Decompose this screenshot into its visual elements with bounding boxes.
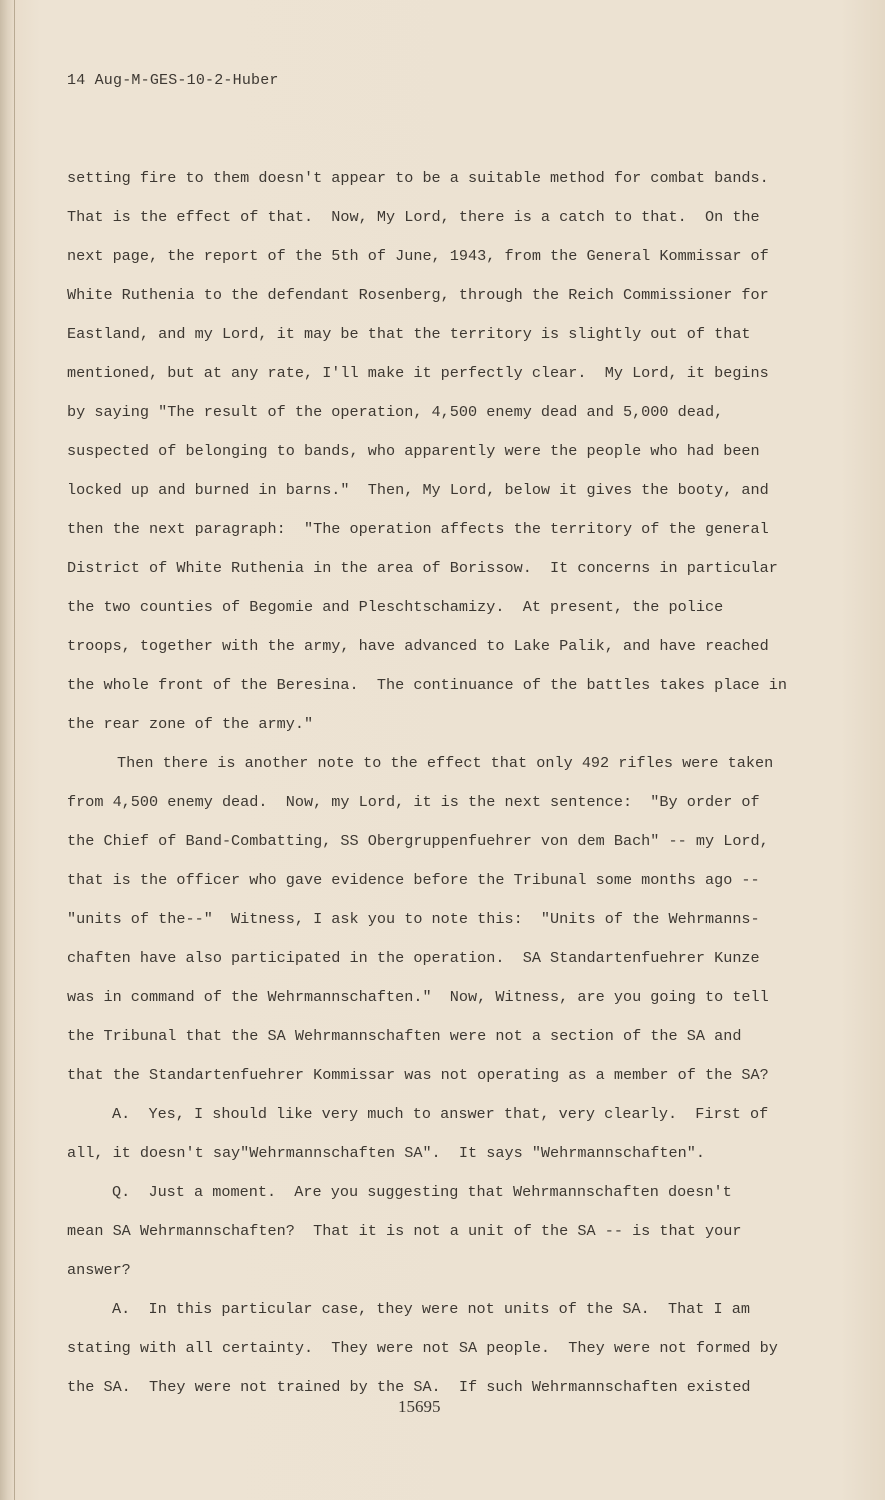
text-line: mean SA Wehrmannschaften? That it is not a unit of the SA -- is that your: [67, 1222, 742, 1240]
text-line: by saying "The result of the operation, 4,500 enemy dead and 5,000 dead,: [67, 403, 724, 421]
page-number: 15695: [398, 1397, 441, 1416]
text-line: all, it doesn't say"Wehrmannschaften SA". It says "Wehrmannschaften".: [67, 1144, 705, 1162]
text-line: the whole front of the Beresina. The continuance of the battles takes place in: [67, 676, 788, 694]
text-line: the Tribunal that the SA Wehrmannschaften were not a section of the SA and: [67, 1027, 742, 1045]
text-line: That is the effect of that. Now, My Lord, there is a catch to that. On the: [67, 208, 760, 226]
text-line: that the Standartenfuehrer Kommissar was not operating as a member of the SA?: [67, 1066, 769, 1084]
text-line: the rear zone of the army.": [67, 715, 314, 733]
text-line: A. In this particular case, they were not units of the SA. That I am: [112, 1300, 750, 1318]
transcript-body: [67, 162, 837, 1410]
text-line: then the next paragraph: "The operation affects the territory of the general: [67, 520, 769, 538]
text-line: chaften have also participated in the operation. SA Standartenfuehrer Kunze: [67, 949, 760, 967]
text-line: District of White Ruthenia in the area of Borissow. It concerns in particular: [67, 559, 778, 577]
text-line: stating with all certainty. They were not SA people. They were not formed by: [67, 1339, 778, 1357]
text-line: "units of the--" Witness, I ask you to note this: "Units of the Wehrmanns-: [67, 910, 760, 928]
text-line: the SA. They were not trained by the SA. If such Wehrmannschaften existed: [67, 1378, 751, 1396]
text-line: mentioned, but at any rate, I'll make it perfectly clear. My Lord, it begins: [67, 364, 769, 382]
text-line: was in command of the Wehrmannschaften." Now, Witness, are you going to tell: [67, 988, 769, 1006]
text-line: next page, the report of the 5th of June, 1943, from the General Kommissar of: [67, 247, 769, 265]
text-line: that is the officer who gave evidence before the Tribunal some months ago --: [67, 871, 760, 889]
text-line: Q. Just a moment. Are you suggesting that Wehrmannschaften doesn't: [112, 1183, 732, 1201]
page-header: 14 Aug-M-GES-10-2-Huber: [67, 72, 279, 89]
text-line: Eastland, and my Lord, it may be that the territory is slightly out of that: [67, 325, 751, 343]
text-line: the two counties of Begomie and Pleschtschamizy. At present, the police: [67, 598, 724, 616]
text-line: troops, together with the army, have advanced to Lake Palik, and have reached: [67, 637, 769, 655]
text-line: locked up and burned in barns." Then, My Lord, below it gives the booty, and: [67, 481, 769, 499]
text-line: answer?: [67, 1261, 131, 1279]
torn-left-edge: [0, 0, 15, 1500]
text-line: from 4,500 enemy dead. Now, my Lord, it is the next sentence: "By order of: [67, 793, 760, 811]
text-line: A. Yes, I should like very much to answer that, very clearly. First of: [112, 1105, 769, 1123]
text-line: Then there is another note to the effect that only 492 rifles were taken: [117, 754, 774, 772]
text-line: the Chief of Band-Combatting, SS Obergruppenfuehrer von dem Bach" -- my Lord,: [67, 832, 769, 850]
text-line: setting fire to them doesn't appear to be a suitable method for combat bands.: [67, 169, 769, 187]
text-line: White Ruthenia to the defendant Rosenberg, through the Reich Commissioner for: [67, 286, 769, 304]
text-line: suspected of belonging to bands, who apparently were the people who had been: [67, 442, 760, 460]
